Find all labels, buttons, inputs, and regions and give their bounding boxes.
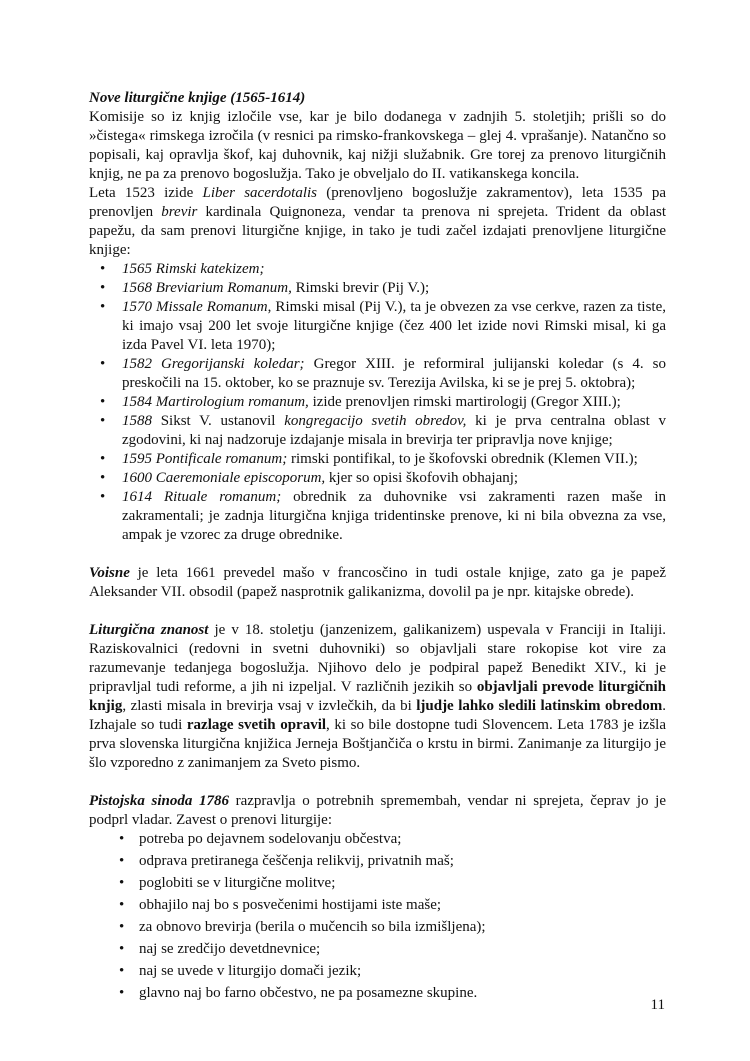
text-run: 1614 Rituale romanum; — [122, 489, 282, 505]
list-item — [89, 918, 666, 937]
text-run: 1584 Martirologium romanum, — [122, 394, 309, 410]
list-item — [89, 984, 666, 1003]
text-run: Nove liturgične knjige (1565-1614) — [89, 90, 306, 106]
text-run: . Izhajale so tudi — [89, 698, 666, 733]
text-run: Voisne — [89, 565, 130, 581]
list-item — [89, 830, 666, 849]
list-item — [89, 279, 666, 298]
paragraph — [89, 184, 666, 260]
list-item — [89, 260, 666, 279]
text-run: Gregor XIII. je reformiral julijanski koledar (s 4. so preskočili na 15. oktober, ko se praznuje sv. Terezija Avilska, ki se je prej 5. oktobra); — [122, 356, 666, 391]
text-run: razlage svetih opravil — [186, 717, 327, 733]
text-run: brevir — [161, 204, 198, 220]
text-run: Liber sacerdotalis — [202, 185, 317, 201]
paragraph — [89, 108, 666, 184]
paragraph — [89, 564, 666, 602]
paragraph — [89, 792, 666, 830]
text-run: , ki so bile dostopne tudi Slovencem. Leta 1783 je izšla prva slovenska liturgična knjižica Jerneja Boštjančiča o krstu in birmi. Zanimanje za liturgijo je šlo vzporedno z zanimanjem za Sveto pismo. — [89, 717, 666, 771]
section-heading — [89, 89, 666, 108]
text-run: kjer so opisi škofovih obhajanj; — [325, 470, 519, 486]
text-run: obrednik za duhovnike vsi zakramenti razen maše in zakramentali; je zadnja liturgična knjiga tridentinske prenove, ki ni bila obvezna za vse, ampak je vzorec za druge obrednike. — [122, 489, 666, 543]
text-run: glavno naj bo farno občestvo, ne pa posamezne skupine. — [139, 985, 478, 1001]
text-run: 1588 — [122, 413, 152, 429]
text-run: je leta 1661 prevedel mašo v francosčino in tudi ostale knjige, zato ga je papež Aleksander VII. obsodil (papež nasprotnik galikanizma, dovolil pa je npr. kitajske obrede). — [89, 565, 666, 600]
text-run: 1600 Caeremoniale episcoporum, — [122, 470, 326, 486]
text-run: ljudje lahko sledili latinskim obredom — [416, 698, 663, 714]
list-item — [89, 298, 666, 355]
text-run: 1565 Rimski katekizem; — [122, 261, 265, 277]
text-run: Sikst V. ustanovil — [152, 413, 285, 429]
text-run: naj se zredčijo devetdnevnice; — [139, 941, 321, 957]
text-run: Rimski brevir (Pij V.); — [291, 280, 430, 296]
text-run: 1568 Breviarium Romanum, — [122, 280, 292, 296]
text-run: poglobiti se v liturgične molitve; — [139, 875, 336, 891]
text-run: rimski pontifikal, to je škofovski obrednik (Klemen VII.); — [287, 451, 638, 467]
text-run: razpravlja o potrebnih spremembah, vendar ni sprejeta, čeprav jo je podprl vladar. Zavest o prenovi liturgije: — [89, 793, 666, 828]
paragraph — [89, 621, 666, 773]
text-run: naj se uvede v liturgijo domači jezik; — [139, 963, 362, 979]
page-number: 11 — [650, 997, 665, 1013]
list-item — [89, 469, 666, 488]
list-item — [89, 896, 666, 915]
text-run: obhajilo naj bo s posvečenimi hostijami iste maše; — [139, 897, 442, 913]
bullet-list — [89, 830, 666, 1003]
document-body — [89, 89, 666, 1006]
text-run: Liturgična znanost — [89, 622, 209, 638]
text-run: je v 18. stoletju (janzenizem, galikanizem) uspevala v Franciji in Italiji. Raziskovalnici (redovni in svetni duhovniki) so objavljali stare rokopise kot vire za razumevanje tedanjega bogoslužja. Njihovo delo je podpiral papež Benedikt XIV., ki je pripravljal tudi reforme, a jih ni izpeljal. V različnih jezikih so — [89, 622, 666, 695]
text-run: kongregacijo svetih obredov, — [284, 413, 467, 429]
text-run: (prenovljeno bogoslužje zakramentov), leta 1535 pa prenovljen — [89, 185, 667, 220]
list-item — [89, 962, 666, 981]
text-run: , Rimski misal (Pij V.), ta je obvezen za vse cerkve, razen za tiste, ki imajo vsaj 200 let svoje liturgične knjige (čez 400 let izide novi Rimski misal, ki ga izda Pavel VI. leta 1970); — [122, 299, 666, 353]
list-item — [89, 412, 666, 450]
list-item — [89, 450, 666, 469]
text-run: ki je prva centralna oblast v zgodovini, ki naj nadzoruje izdajanje misala in brevirja ter pripravlja nove knjige; — [122, 413, 667, 448]
text-run: odprava pretiranega češčenja relikvij, privatnih maš; — [139, 853, 454, 869]
list-item — [89, 355, 666, 393]
list-item — [89, 874, 666, 893]
text-run: kardinala Quignoneza, vendar ta prenova ni sprejeta. Trident da oblast papežu, da sam prenovi liturgične knjige, in tako je tudi začel izdajati prenovljene liturgične knjige: — [89, 204, 666, 258]
text-run: Leta 1523 izide — [89, 185, 203, 201]
text-run: 1582 Gregorijanski koledar; — [122, 356, 305, 372]
list-item — [89, 852, 666, 871]
text-run: objavljali prevode liturgičnih knjig — [89, 679, 666, 714]
list-item — [89, 393, 666, 412]
text-run: 1595 Pontificale romanum; — [122, 451, 288, 467]
text-run: potreba po dejavnem sodelovanju občestva; — [139, 831, 402, 847]
text-run: izide prenovljen rimski martirologij (Gregor XIII.); — [308, 394, 621, 410]
text-run: za obnovo brevirja (berila o mučencih so bila izmišljena); — [139, 919, 486, 935]
list-item — [89, 488, 666, 545]
bullet-list — [89, 260, 666, 545]
text-run: , zlasti misala in brevirja vsaj v izvlečkih, da bi — [122, 698, 417, 714]
text-run: 1570 Missale Romanum — [122, 299, 268, 315]
text-run: Pistojska sinoda 1786 — [89, 793, 229, 809]
text-run: Komisije so iz knjig izločile vse, kar je bilo dodanega v zadnjih 5. stoletjih; prišli so do »čistega« rimskega izročila (v resnici pa rimsko-frankovskega – glej 4. vprašanje). Natančno so popisali, kaj opravlja škof, kaj duhovnik, kaj nižji služabnik. Gre torej za prenovo liturgičnih knjig, ne pa za prenovo bogoslužja. Tako je obveljalo do II. vatikanskega koncila. — [89, 109, 666, 182]
list-item — [89, 940, 666, 959]
